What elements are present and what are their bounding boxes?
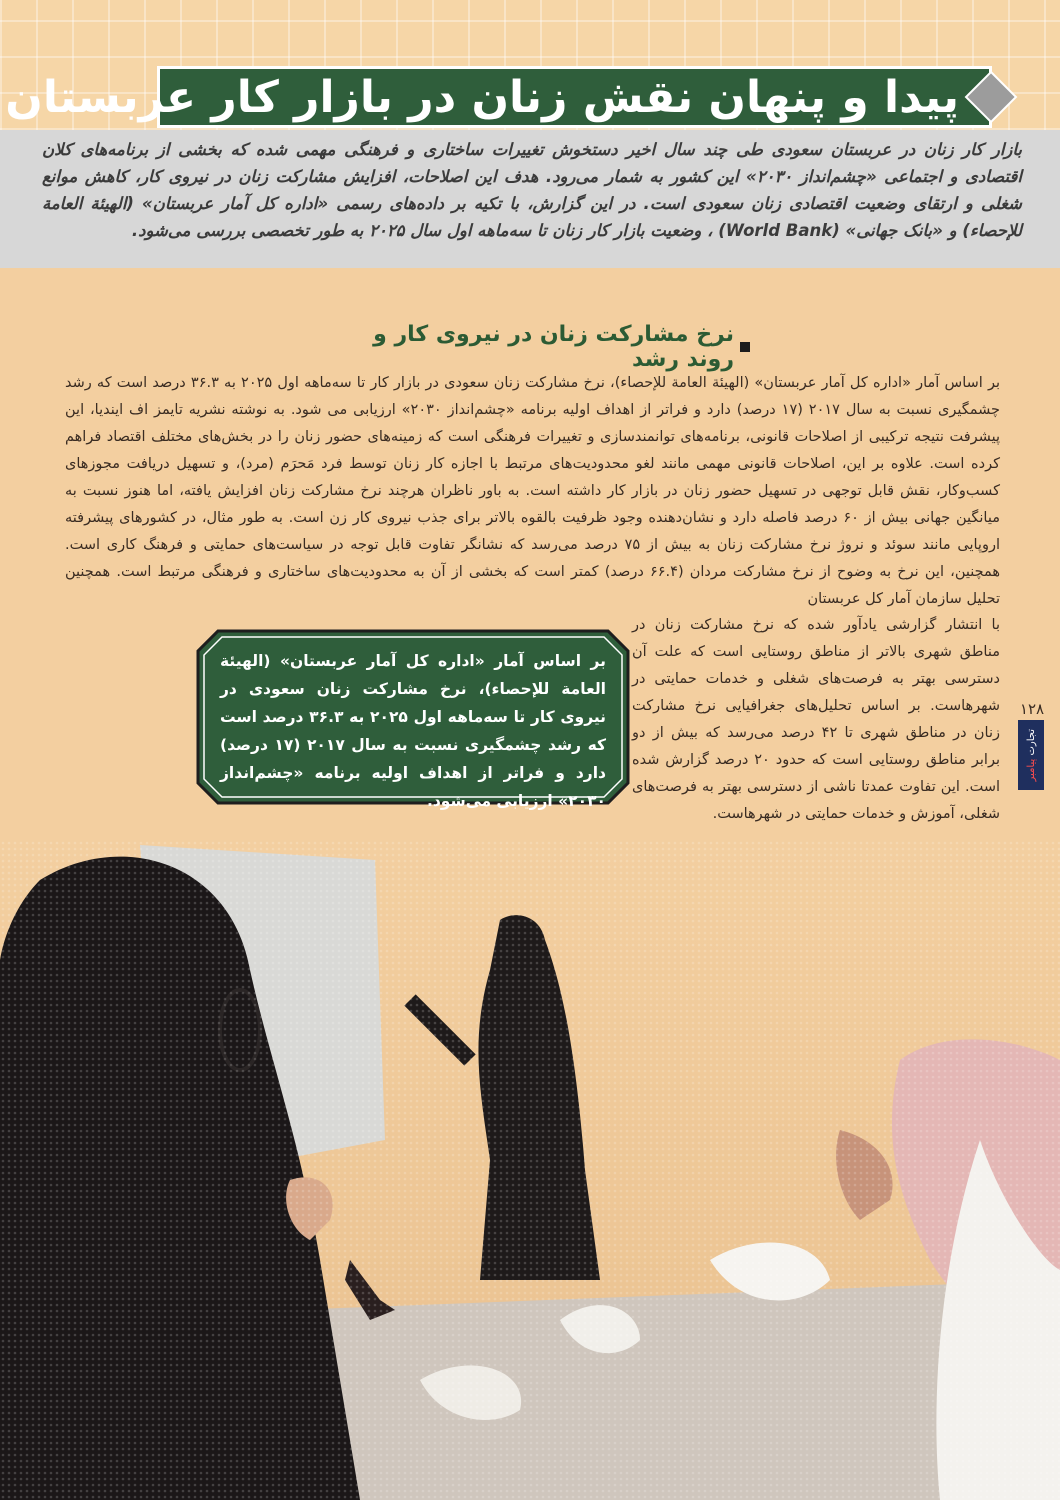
- article-title: پیدا و پنهان نقش زنان در بازار کار عربستان: [5, 71, 959, 123]
- intro-panel: [0, 130, 1060, 268]
- section-heading-text: نرخ مشارکت زنان در نیروی کار و روند رشد: [373, 322, 734, 372]
- article-photo: [0, 840, 1060, 1500]
- section-heading: [320, 322, 750, 372]
- magazine-name: تجارت: [1025, 728, 1037, 756]
- pullquote-box: [196, 629, 630, 810]
- article-body-main: بر اساس آمار «اداره کل آمار عربستان» (الهیئة العامة للإحصاء)، نرخ مشارکت زنان سعودی در بازار کار تا سه‌ماهه اول ۲۰۲۵ به ۳۶.۳ درصد است که رشد چشمگیری نسبت به سال ۲۰۱۷ (۱۷ درصد) دارد و فراتر از اهداف اولیه برنامه «چشم‌انداز ۲۰۳۰» ارزیابی می شود. به نوشته نشریه تایمز اف ایندیا، این پیشرفت نتیجه ترکیبی از اصلاحات قانونی، برنامه‌های توانمندسازی و تغییرات فرهنگی است که زمینه‌های حضور زنان را در بخش‌های مختلف اقتصاد فراهم کرده است. علاوه بر این، اصلاحات قانونی مهمی مانند لغو محدودیت‌های مرتبط با اجازه کار زنان توسط فرد مَحرَم (مرد)، و تسهیل دریافت مجوزهای کسب‌وکار، نقش قابل توجهی در تسهیل حضور زنان در بازار کار داشته است. به باور ناظران هرچند نرخ مشارکت زنان افزایش یافته، اما هنوز نسبت به میانگین جهانی بیش از ۶۰ درصد فاصله دارد و نشان‌دهنده وجود ظرفیت بالقوه بالاتر برای جذب نیروی کار زن است. به طور مثال، در کشورهای پیشرفته اروپایی مانند سوئد و نروژ نرخ مشارکت زنان به بیش از ۷۵ درصد می‌رسد که نشانگر تفاوت قابل توجه در سیاست‌های حمایتی و فرهنگ کاری است. همچنین، این نرخ به وضوح از نرخ مشارکت مردان (۶۶.۴ درصد) کمتر است که بخشی از آن به محدودیت‌های ساختاری و فرهنگی مرتبط است. همچنین تحلیل سازمان آمار کل عربستان: [65, 375, 1000, 607]
- intro-text: بازار کار زنان در عربستان سعودی طی چند سال اخیر دستخوش تغییرات ساختاری و فرهنگی مهمی شده که بخشی از برنامه‌های کلان اقتصادی و اجتماعی «چشم‌انداز ۲۰۳۰» این کشور به شمار می‌رود. هدف این اصلاحات، افزایش مشارکت زنان در نیروی کار، کاهش موانع شغلی و ارتقای وضعیت اقتصادی زنان سعودی است. در این گزارش، با تکیه بر داده‌های رسمی «اداره کل آمار عربستان» (الهیئة العامة للإحصاء) و «بانک جهانی» (World Bank) ، وضعیت بازار کار زنان تا سه‌ماهه اول سال ۲۰۲۵ به طور تخصصی بررسی می‌شود.: [42, 140, 1023, 240]
- title-diamond-icon: [964, 70, 1018, 124]
- magazine-suffix: پیامبر: [1025, 758, 1037, 782]
- article-body-column: با انتشار گزارشی یادآور شده که نرخ مشارکت زنان در مناطق شهری بالاتر از مناطق روستایی است که علت آن دسترسی بهتر به فرصت‌های شغلی و خدمات حمایتی در شهرهاست. بر اساس تحلیل‌های جغرافیایی نرخ مشارکت زنان در مناطق شهری تا ۴۲ درصد می‌رسد که بیش از دو برابر مناطق روستایی است که حدود ۲۰ درصد گزارش شده است. این تفاوت عمدتا ناشی از دسترسی بهتر به فرصت‌های شغلی، آموزش و خدمات حمایتی در شهرهاست.: [632, 617, 1000, 822]
- pullquote-text: بر اساس آمار «اداره کل آمار عربستان» (الهیئة العامة للإحصاء)، نرخ مشارکت زنان سعودی در نیروی کار تا سه‌ماهه اول ۲۰۲۵ به ۳۶.۳ درصد است که رشد چشمگیری نسبت به سال ۲۰۱۷ (۱۷ درصد) دارد و فراتر از اهداف اولیه برنامه «چشم‌انداز ۲۰۳۰» ارزیابی می‌شود.: [220, 652, 607, 810]
- article-title-bar: [5, 66, 992, 128]
- magazine-logo: [1018, 720, 1044, 790]
- page-number: ۱۲۸: [1019, 700, 1045, 718]
- bullet-square-icon: [740, 342, 750, 352]
